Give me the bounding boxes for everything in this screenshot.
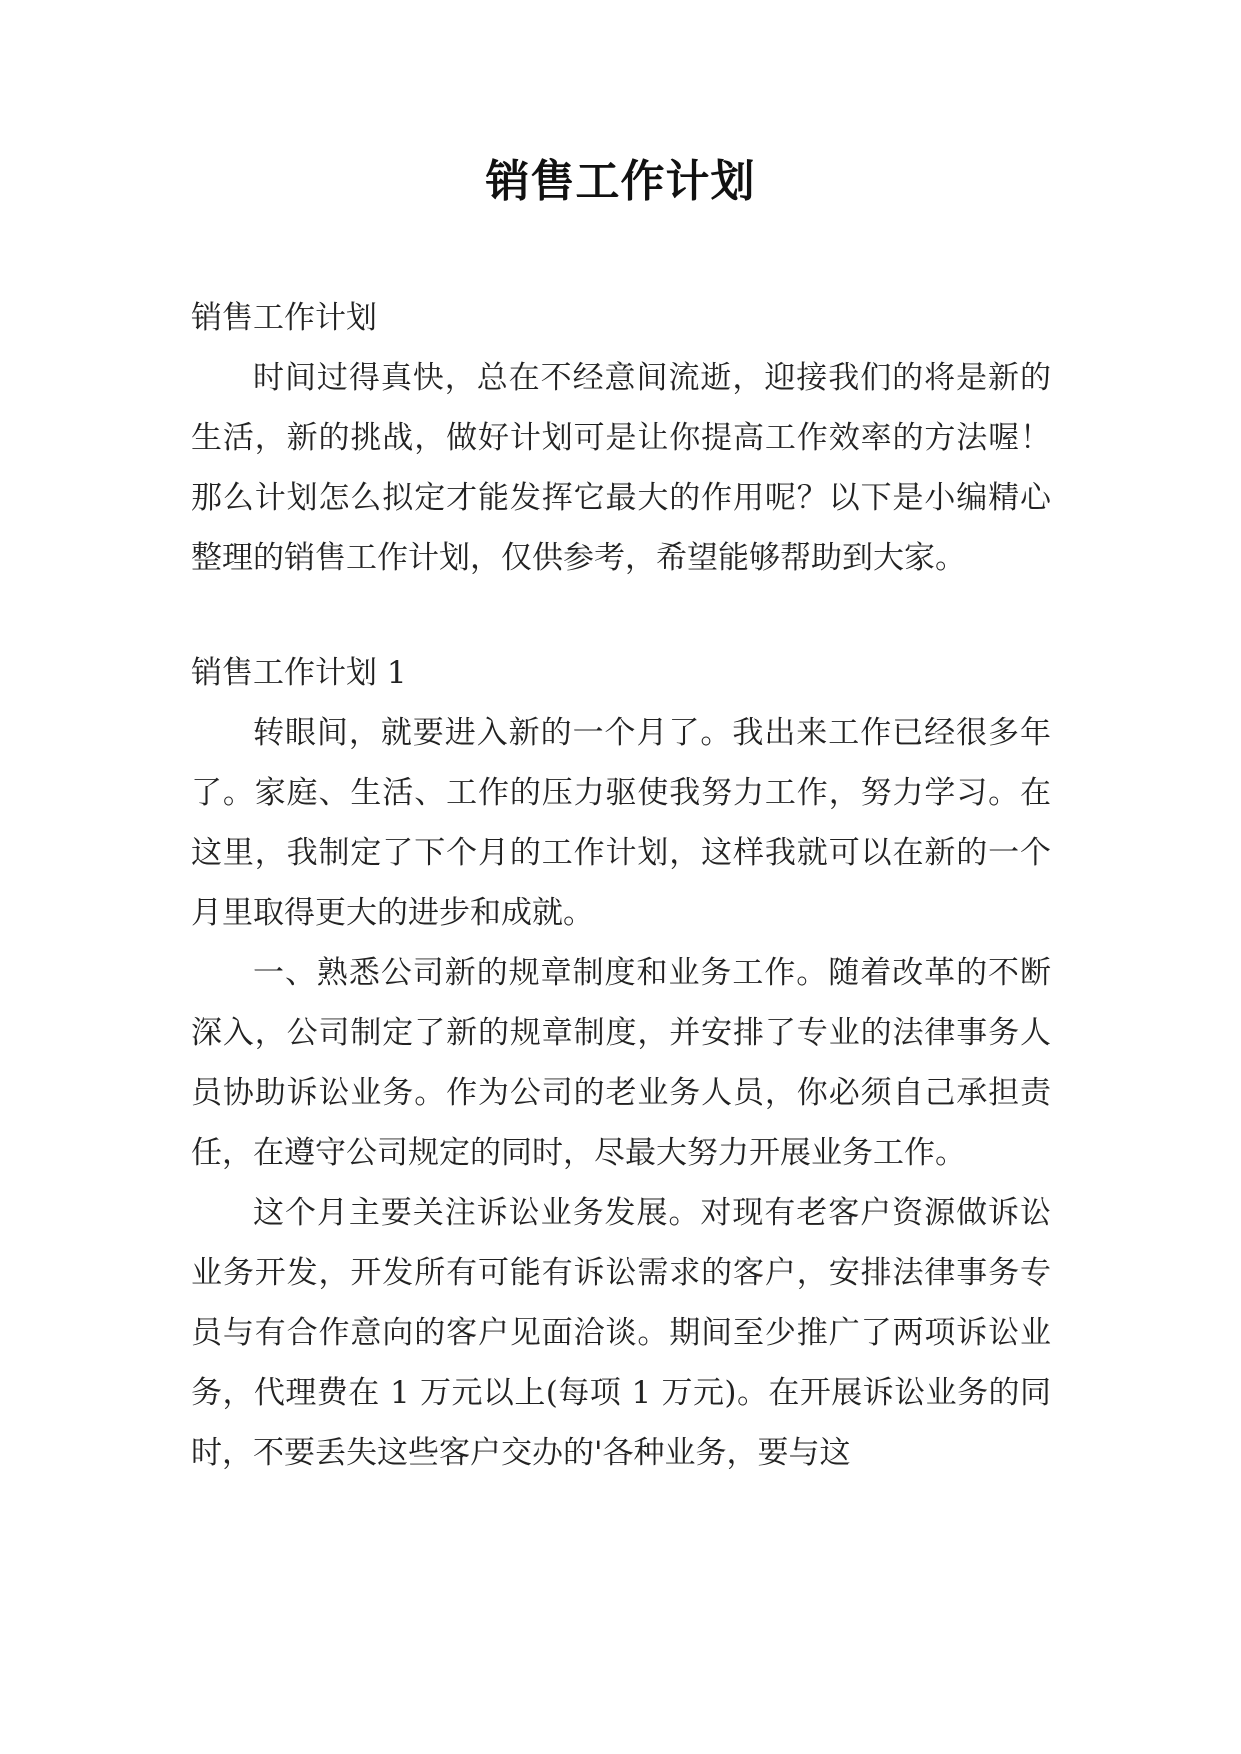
document-body xyxy=(191,288,1051,1483)
document-title: 销售工作计划 xyxy=(485,156,756,207)
intro-paragraph: 时间过得真快，总在不经意间流逝，迎接我们的将是新的生活，新的挑战，做好计划可是让你提高工作效率的方法喔！那么计划怎么拟定才能发挥它最大的作用呢？以下是小编精心整理的销售工作计划，仅供参考，希望能够帮助到大家。 xyxy=(191,360,1051,576)
section-spacer xyxy=(191,588,1051,643)
section1-paragraph-2: 一、熟悉公司新的规章制度和业务工作。随着改革的不断深入，公司制定了新的规章制度，并安排了专业的法律事务人员协助诉讼业务。作为公司的老业务人员，你必须自己承担责任，在遵守公司规定的同时，尽最大努力开展业务工作。 xyxy=(191,955,1051,1171)
intro-heading: 销售工作计划 xyxy=(191,300,377,336)
section1-heading: 销售工作计划 1 xyxy=(191,655,407,691)
section1-paragraph-1: 转眼间，就要进入新的一个月了。我出来工作已经很多年了。家庭、生活、工作的压力驱使我努力工作，努力学习。在这里，我制定了下个月的工作计划，这样我就可以在新的一个月里取得更大的进步和成就。 xyxy=(191,715,1051,931)
section1-paragraph-3: 这个月主要关注诉讼业务发展。对现有老客户资源做诉讼业务开发，开发所有可能有诉讼需求的客户，安排法律事务专员与有合作意向的客户见面洽谈。期间至少推广了两项诉讼业务，代理费在 1 万元以上(每项 1 万元)。在开展诉讼业务的同时，不要丢失这些客户交办的'各种业务，要与这 xyxy=(191,1195,1051,1471)
